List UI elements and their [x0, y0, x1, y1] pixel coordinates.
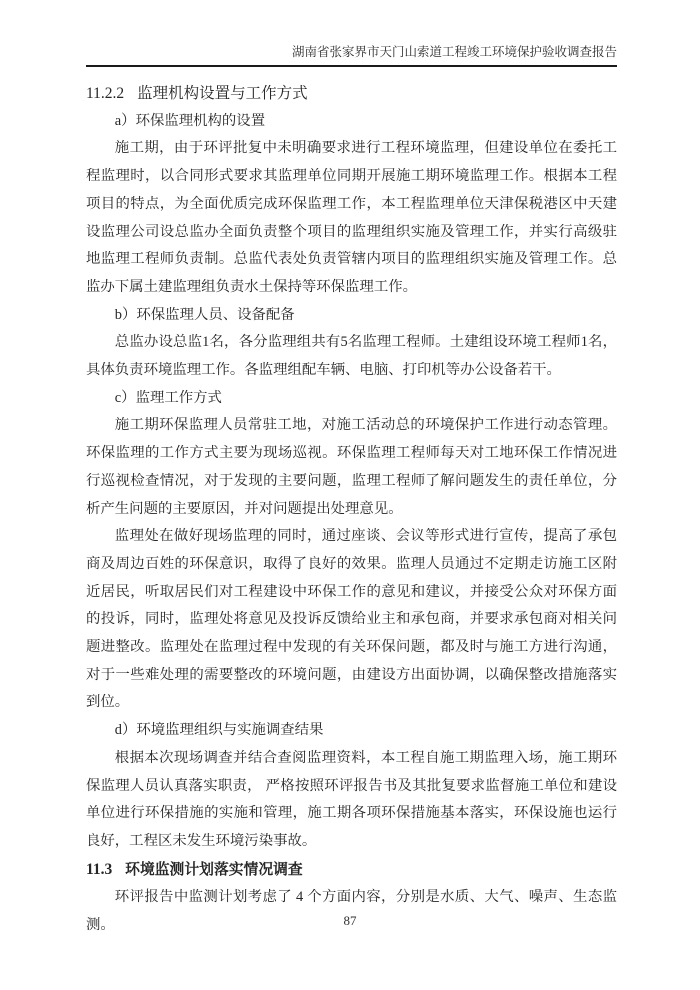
paragraph-survey-result: 根据本次现场调查并结合查阅监理资料，本工程自施工期监理入场，施工期环保监理人员认真落实职责， 严格按照环评报告书及其批复要求监督施工单位和建设单位进行环保措施的实施和管理，施工期各项环保措施基本落实，环保设施也运行良好，工程区未发生环境污染事故。 [86, 749, 617, 849]
page-footer [0, 913, 700, 928]
page-body [86, 67, 617, 940]
page-header [86, 0, 617, 67]
section-title: 环境监测计划落实情况调查 [125, 861, 303, 878]
subheading-c: c）监理工作方式 [114, 389, 222, 406]
page-number: 87 [343, 913, 357, 928]
section-heading-11-2-2 [86, 80, 617, 108]
subheading-b: b）环保监理人员、设备配备 [114, 306, 295, 323]
subheading-a: a）环保监理机构的设置 [114, 112, 266, 129]
subheading-d: d）环境监理组织与实施调查结果 [114, 722, 324, 739]
paragraph-supervision-setup: 施工期，由于环评批复中未明确要求进行工程环境监理，但建设单位在委托工程监理时，以合同形式要求其监理单位同期开展施工期环境监理工作。根据本工程项目的特点，为全面优质完成环保监理工作，本工程监理单位天津保税港区中天建设监理公司设总监办全面负责整个项目的监理组织实施及管理工作，并实行高级驻地监理工程师负责制。总监代表处负责管辖内项目的监理组织实施及管理工作。总监办下属土建监理组负责水土保持等环保监理工作。 [86, 140, 617, 295]
section-number: 11.3 [86, 860, 113, 878]
paragraph-publicity-feedback: 监理处在做好现场监理的同时，通过座谈、会议等形式进行宣传，提高了承包商及周边百姓的环保意识，取得了良好的效果。监理人员通过不定期走访施工区附近居民，听取居民们对工程建设中环保工作的意见和建议，并接受公众对环保方面的投诉，同时，监理处将意见及投诉反馈给业主和承包商，并要求承包商对相关问题进整改。监理处在监理过程中发现的有关环保问题，都及时与施工方进行沟通，对于一些难处理的需要整改的环境问题，由建设方出面协调，以确保整改措施落实到位。 [86, 528, 617, 711]
section-title: 监理机构设置与工作方式 [137, 85, 308, 102]
paragraph-monitoring-plan: 环评报告中监测计划考虑了 4 个方面内容，分别是水质、大气、噪声、生态监测。 [86, 889, 617, 934]
paragraph-staff-equipment: 总监办设总监1名，各分监理组共有5名监理工程师。土建组设环境工程师1名，具体负责环境监理工作。各监理组配车辆、电脑、打印机等办公设备若干。 [86, 334, 617, 379]
section-number: 11.2.2 [86, 85, 125, 102]
paragraph-work-method: 施工期环保监理人员常驻工地，对施工活动总的环境保护工作进行动态管理。环保监理的工作方式主要为现场巡视。环保监理工程师每天对工地环保工作情况进行巡视检查情况，对于发现的主要问题，监理工程师了解问题发生的责任单位，分析产生问题的主要原因，并对问题提出处理意见。 [86, 417, 617, 517]
report-header-title: 湖南省张家界市天门山索道工程竣工环境保护验收调查报告 [291, 45, 617, 59]
section-heading-11-3 [86, 856, 617, 885]
